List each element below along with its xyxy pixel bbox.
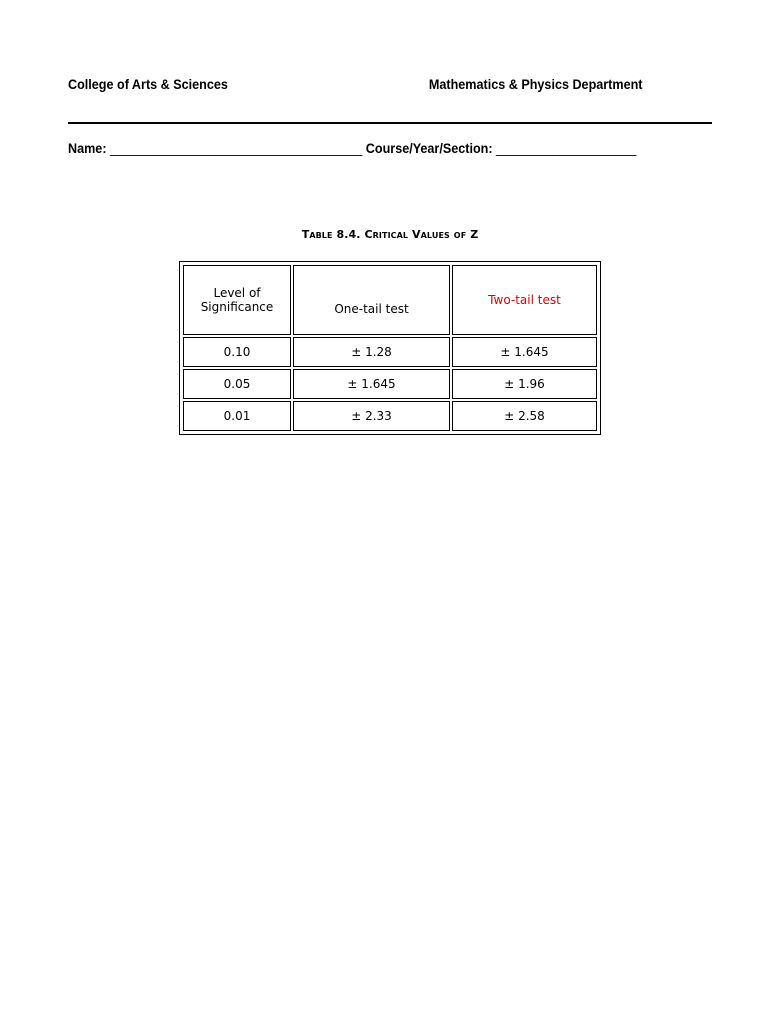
table-row	[183, 337, 597, 367]
table-row	[183, 369, 597, 399]
course-blank: ____________________	[496, 140, 637, 156]
two-tail-cell: ± 1.645	[452, 337, 597, 367]
header-level-of-significance: Level of Significance	[183, 265, 291, 335]
name-blank: ____________________________________	[110, 140, 363, 156]
one-tail-cell: ± 1.645	[293, 369, 450, 399]
college-name: College of Arts & Sciences	[68, 76, 228, 92]
course-label: Course/Year/Section:	[365, 140, 493, 156]
one-tail-cell: ± 2.33	[293, 401, 450, 431]
significance-cell: 0.10	[183, 337, 291, 367]
table-row	[183, 401, 597, 431]
page-header	[68, 76, 648, 96]
name-label: Name:	[68, 140, 107, 156]
critical-values-table	[179, 261, 601, 435]
name-line	[68, 140, 644, 156]
header-two-tail-test: Two-tail test	[452, 265, 597, 335]
table-header-row	[183, 265, 597, 335]
two-tail-cell: ± 2.58	[452, 401, 597, 431]
one-tail-cell: ± 1.28	[293, 337, 450, 367]
header-divider	[68, 122, 712, 124]
header-one-tail-test: One-tail test	[293, 265, 450, 335]
table-caption: Table 8.4. Critical Values of Z	[301, 228, 479, 241]
significance-cell: 0.05	[183, 369, 291, 399]
significance-cell: 0.01	[183, 401, 291, 431]
two-tail-cell: ± 1.96	[452, 369, 597, 399]
department-name: Mathematics & Physics Department	[428, 76, 643, 92]
